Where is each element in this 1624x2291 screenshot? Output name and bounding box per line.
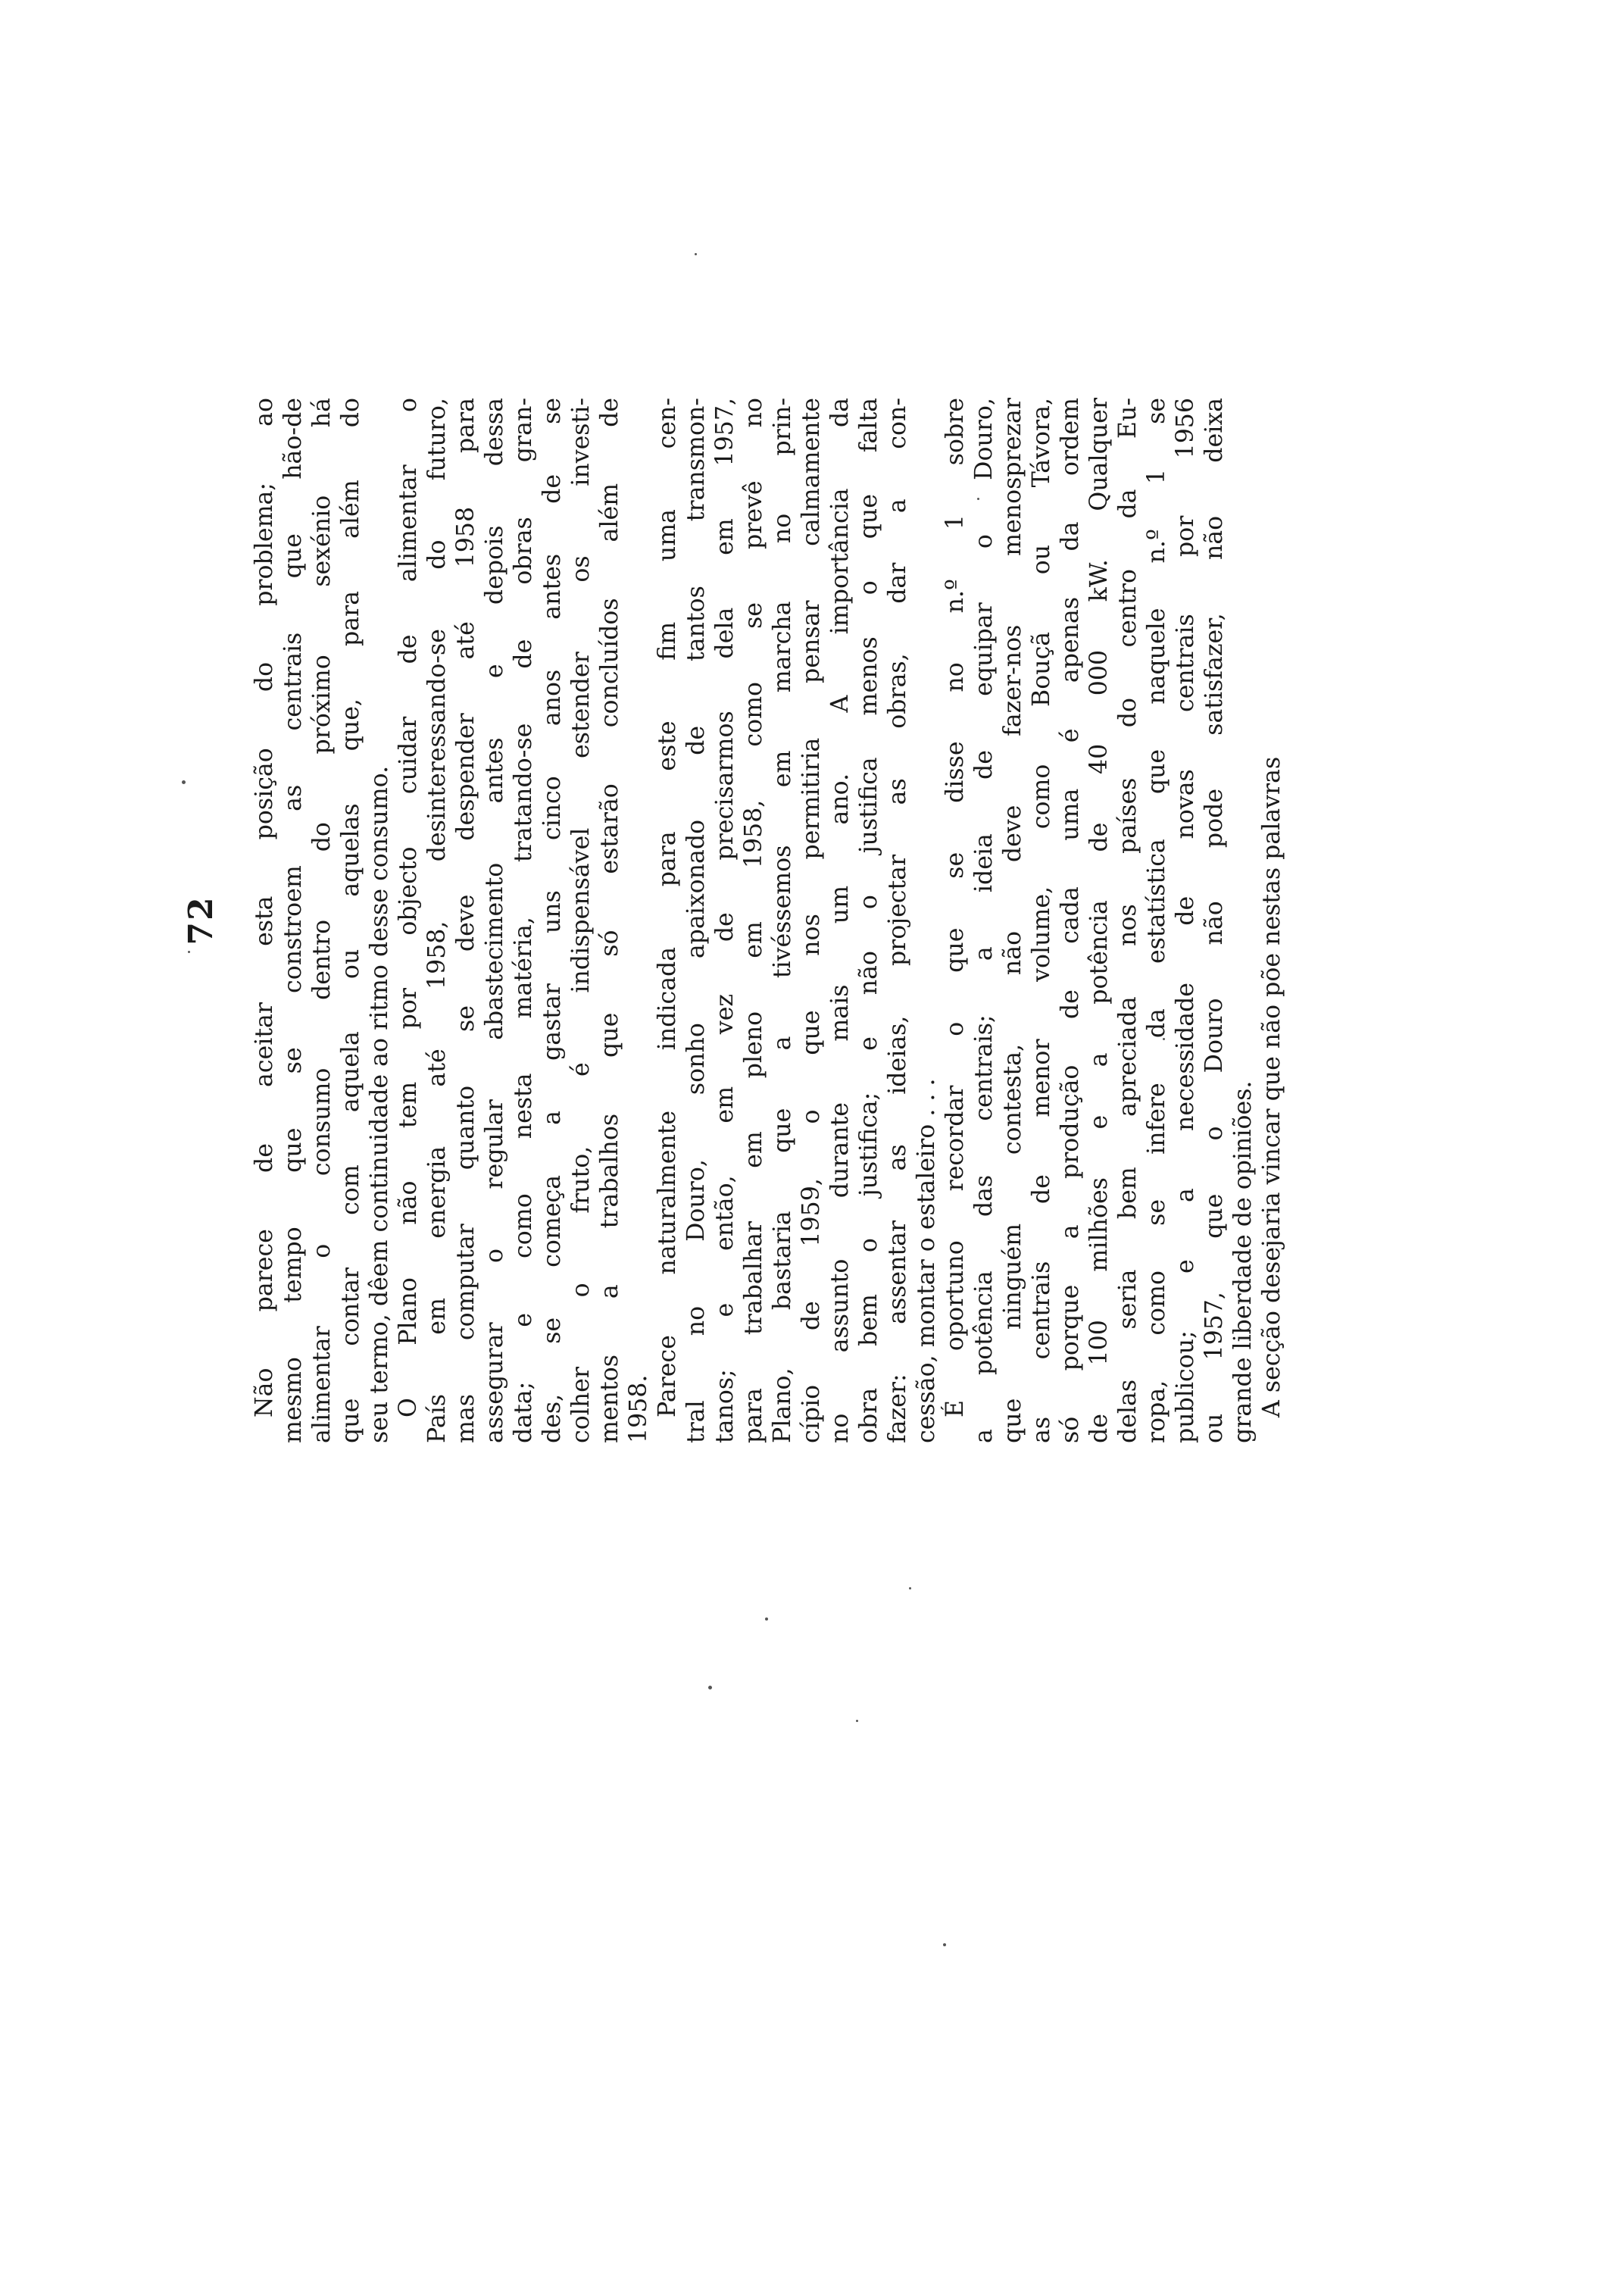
text-line: obra bem o justifica; e não o justifica menos o que falta — [855, 398, 882, 1443]
text-line: ou 1957, que o Douro não pode satisfazer, não deixa — [1201, 398, 1228, 1443]
scan-speck — [765, 1617, 768, 1621]
text-line: que contar com aquela ou aquelas que, para além do — [337, 398, 364, 1443]
text-line: grande liberdade de opiniões. — [1229, 1080, 1257, 1443]
text-line: Plano, bastaria que a tivéssemos em marcha no prin- — [769, 398, 796, 1443]
scan-speck — [909, 1587, 911, 1589]
paragraph — [653, 398, 941, 1443]
text-line: mentos a trabalhos que só estarão concluídos além de — [596, 398, 623, 1443]
text-line: Não parece de aceitar esta posição do problema; ao — [251, 398, 278, 1417]
text-line: O Plano não tem por objecto cuidar de alimentar o — [395, 398, 422, 1417]
text-line: fazer: assentar as ideias, projectar as obras, dar a con- — [884, 398, 911, 1443]
text-line: mesmo tempo que se constroem as centrais que hão-de — [280, 398, 307, 1443]
paragraph — [941, 398, 1257, 1443]
text-line: cessão, montar o estaleiro . . . — [913, 1078, 940, 1443]
paragraph — [250, 398, 394, 1443]
text-line: alimentar o consumo dentro do próximo sexénio há — [308, 398, 336, 1443]
text-line: seu termo, dêem continuidade ao ritmo desse consumo. — [366, 765, 393, 1443]
text-line: de 100 milhões e a potência de 40 000 kW. Qualquer — [1085, 398, 1113, 1443]
text-line: assegurar o regular abastecimento antes e depois dessa — [481, 398, 508, 1443]
text-line: É oportuno recordar o que se disse no n.º 1 sobre — [942, 398, 969, 1417]
page-number: 72 — [182, 895, 220, 945]
text-line: País em energia até 1958, desinteressando-se do futuro, — [423, 398, 451, 1443]
text-line: des, se começa a gastar uns cinco anos antes de se — [539, 398, 566, 1443]
text-line: delas seria bem apreciada nos países do centro da Eu- — [1114, 398, 1141, 1443]
text-line: A secção desejaria vincar que não põe nestas palavras — [1258, 756, 1285, 1417]
text-line: que ninguém contesta, não deve fazer-nos menosprezar — [999, 398, 1026, 1443]
text-line: cípio de 1959, o que nos permitiria pensar calmamente — [798, 398, 825, 1443]
text-line: 1958. — [625, 1374, 652, 1443]
paragraph — [394, 398, 653, 1443]
scan-speck — [708, 1686, 712, 1689]
text-line: mas computar quanto se deve despender até 1958 para — [452, 398, 479, 1443]
text-line: tral no Douro, sonho apaixonado de tantos transmon- — [682, 398, 710, 1443]
text-line: ropa, como se infere da estatística que naquele n.º 1 se — [1143, 398, 1170, 1443]
text-line: só porque a produção de cada uma é apenas da ordem — [1057, 398, 1084, 1443]
text-line: tanos; e então, em vez de precisarmos dela em 1957, — [711, 398, 739, 1443]
text-line: publicou; e a necessidade de novas centrais por 1956 — [1172, 398, 1199, 1443]
text-line: as centrais de menor volume, como Bouçã ou Távora, — [1028, 398, 1055, 1443]
scan-speck — [856, 1720, 858, 1722]
text-line: Parece naturalmente indicada para este fim uma cen- — [654, 398, 681, 1417]
scan-speck — [695, 253, 697, 255]
text-line: colher o fruto, é indispensável estender os investi- — [567, 398, 595, 1443]
body-text — [250, 398, 1286, 1443]
paragraph — [1257, 398, 1286, 1443]
text-line: para trabalhar em pleno em 1958, como se prevê no — [740, 398, 767, 1443]
scan-speck — [943, 1943, 946, 1946]
text-line: a potência das centrais; a ideia de equipar o Douro, — [970, 398, 998, 1443]
text-line: no assunto durante mais um ano. A importância da — [826, 398, 854, 1443]
rotated-text-page — [182, 398, 1394, 1443]
text-line: data; e como nesta matéria, tratando-se de obras gran- — [510, 398, 537, 1443]
